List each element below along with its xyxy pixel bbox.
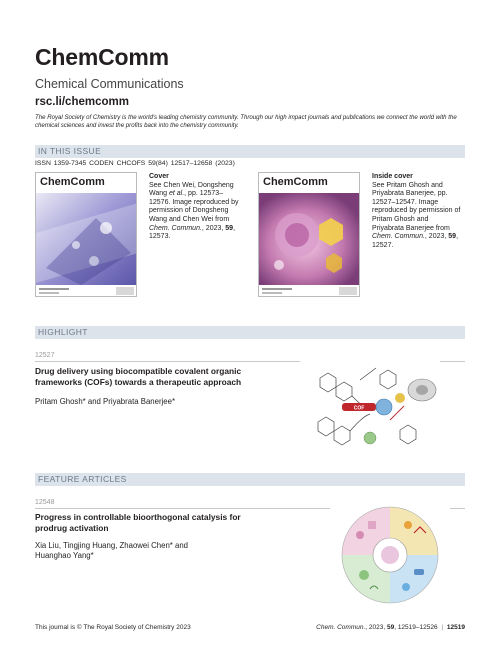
journal-url[interactable]: rsc.li/chemcomm — [35, 96, 129, 108]
feature-page-number: 12548 — [35, 499, 55, 506]
issn-line — [35, 160, 235, 167]
section-bar-in-this-issue: IN THIS ISSUE — [35, 145, 465, 158]
svg-text:COF: COF — [353, 405, 365, 412]
highlight-page-number: 12527 — [35, 352, 55, 359]
journal-title: ChemComm — [35, 44, 169, 70]
cover-caption-outside: Cover See Chen Wei, Dongsheng Wang et al., pp. 12573–12576. Image reproduced by permission of Dongsheng Wang and Chen Wei from Chem. Commun., 2023, 59, 12573. — [149, 173, 239, 241]
feature-graphical-abstract — [330, 503, 450, 608]
highlight-graphical-abstract — [300, 360, 440, 462]
volume-pages: 59(84) 12517–12658 (2023) — [148, 160, 235, 167]
section-bar-feature-articles: FEATURE ARTICLES — [35, 473, 465, 486]
rsc-blurb: The Royal Society of Chemistry is the world's leading chemistry community. Through our high impact journals and publications we connect the world with the chemical sciences and invest the profits back into the chemistry community. — [35, 114, 457, 129]
footer-citation: Chem. Commun., 2023, 59, 12519–12526 | 12519 — [316, 624, 465, 631]
cover-caption-inside: Inside cover See Pritam Ghosh and Priyabrata Banerjee, pp. 12527–12547. Image reproduced by permission of Pritam Ghosh and Priyabrata Banerjee from Chem. Commun., 2023, 59, 12527. — [372, 173, 461, 249]
cover-heading: Cover — [149, 173, 169, 180]
feature-authors: Xia Liu, Tingjing Huang, Zhaowei Chen* and Huanghao Yang* — [35, 541, 189, 560]
cover-heading: Inside cover — [372, 173, 413, 180]
cover-image-inside — [258, 172, 360, 297]
cover-image-title: ChemComm — [40, 176, 105, 188]
section-bar-highlight: HIGHLIGHT — [35, 326, 465, 339]
footer-page-number: 12519 — [446, 624, 465, 631]
highlight-article-title[interactable]: Drug delivery using biocompatible covalent organic frameworks (COFs) towards a therapeutic approach — [35, 366, 242, 387]
cover-image-outside — [35, 172, 137, 297]
journal-subtitle: Chemical Communications — [35, 77, 184, 91]
footer-separator: | — [441, 624, 444, 631]
coden: CODEN CHCOFS — [89, 160, 146, 167]
cover-image-title: ChemComm — [263, 176, 328, 188]
issn: ISSN 1359-7345 — [35, 160, 87, 167]
feature-article-title[interactable]: Progress in controllable bioorthogonal catalysis for prodrug activation — [35, 512, 241, 533]
footer-copyright: This journal is © The Royal Society of Chemistry 2023 — [35, 624, 191, 631]
highlight-authors: Pritam Ghosh* and Priyabrata Banerjee* — [35, 397, 175, 406]
